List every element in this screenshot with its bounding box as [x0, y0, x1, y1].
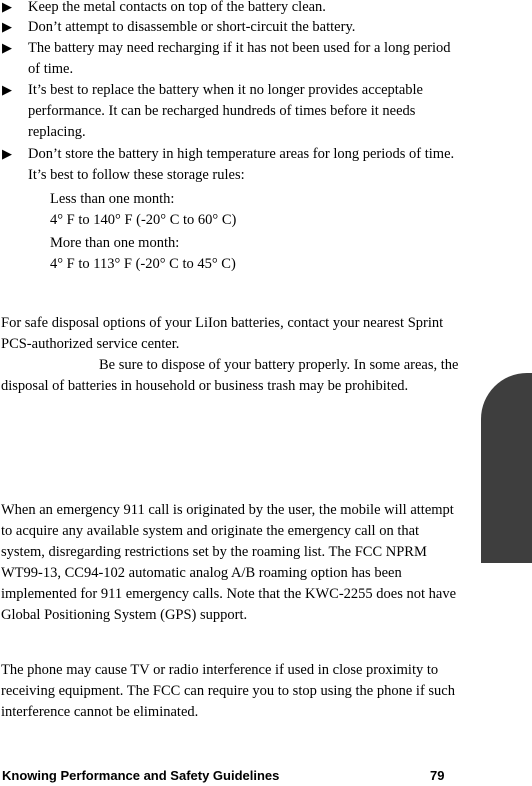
page-number: 79 — [430, 768, 445, 783]
bullet-text: Keep the metal contacts on top of the battery clean. — [28, 0, 326, 15]
storage-label: More than one month: — [50, 235, 180, 251]
disposal-paragraph: For safe disposal options of your LiIon batteries, contact your nearest Sprint PCS-authorized service center. — [1, 315, 444, 352]
bullet-text: Don’t store the battery in high temperature areas for long periods of time. It’s best to follow these storage rules: — [28, 146, 455, 183]
interference-paragraph: The phone may cause TV or radio interference if used in close proximity to receiving equipment. The FCC can require you to stop using the phone if such interference cannot be eliminated. — [1, 662, 455, 720]
page-footer — [2, 765, 462, 785]
arrow-bullet-icon: ▶ — [2, 0, 12, 14]
arrow-bullet-icon: ▶ — [2, 19, 12, 34]
section-tab — [481, 373, 532, 563]
disposal-note — [1, 355, 461, 397]
storage-label: Less than one month: — [50, 191, 175, 207]
bullet-item — [0, 144, 462, 186]
storage-range: 4° F to 113° F (-20° C to 45° C) — [50, 256, 236, 272]
bullet-text: It’s best to replace the battery when it no longer provides acceptable performance. It can be recharged hundreds of times before it needs replacing. — [28, 82, 423, 140]
emergency-paragraph: When an emergency 911 call is originated by the user, the mobile will attempt to acquire any available system and originate the emergency call on that system, disregarding restrictions set by the roaming list. The FCC NPRM WT99-13, CC94-102 automatic analog A/B roaming option has been implemented for 911 emergency calls. Note that the KWC-2255 does not have Global Positioning System (GPS) support. — [1, 502, 457, 623]
bullet-item — [0, 17, 462, 38]
storage-rule-short — [50, 189, 470, 231]
arrow-bullet-icon: ▶ — [2, 82, 12, 97]
bullet-item — [0, 0, 462, 18]
storage-range: 4° F to 140° F (-20° C to 60° C) — [50, 212, 237, 228]
bullet-item — [0, 38, 462, 80]
bullet-text: Don’t attempt to disassemble or short-circuit the battery. — [28, 19, 356, 35]
storage-rule-long — [50, 233, 470, 275]
bullet-text: The battery may need recharging if it has not been used for a long period of time. — [28, 40, 451, 77]
disposal-note-text: Be sure to dispose of your battery properly. In some areas, the disposal of batteries in household or business trash may be prohibited. — [1, 357, 459, 394]
bullet-item — [0, 80, 462, 143]
arrow-bullet-icon: ▶ — [2, 40, 12, 55]
footer-title: Knowing Performance and Safety Guidelines — [2, 768, 280, 783]
arrow-bullet-icon: ▶ — [2, 146, 12, 161]
